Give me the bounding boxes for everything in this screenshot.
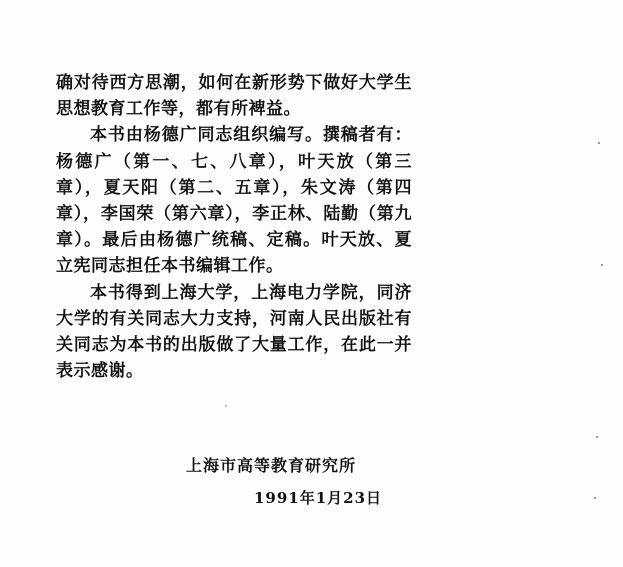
scan-speck [601, 264, 603, 266]
paragraph-2: 本书由杨德广同志组织编写。撰稿者有：杨德广（第一、七、八章），叶天放（第三章），夏天阳（第二、五章），朱文涛（第四章），李国荣（第六章），李正林、陆勤（第九章）。最后由杨德广统稿、定稿。叶天放、夏立宪同志担任本书编辑工作。 [56, 125, 412, 277]
signature-block [186, 456, 406, 508]
signature-date: 1991年1月23日 [254, 489, 383, 507]
scan-speck [594, 497, 596, 499]
body-text [56, 70, 412, 384]
paragraph-1: 确对待西方思潮，如何在新形势下做好大学生思想教育工作等，都有所裨益。 [56, 73, 412, 120]
scan-speck [596, 436, 598, 438]
paragraph-3: 本书得到上海大学，上海电力学院，同济大学的有关同志大力支持，河南人民出版社有关同志为本书的出版做了大量工作，在此一并表示感谢。 [56, 282, 412, 382]
signature-organization: 上海市高等教育研究所 [186, 456, 357, 475]
scan-speck [225, 405, 227, 407]
scan-speck [598, 142, 600, 144]
